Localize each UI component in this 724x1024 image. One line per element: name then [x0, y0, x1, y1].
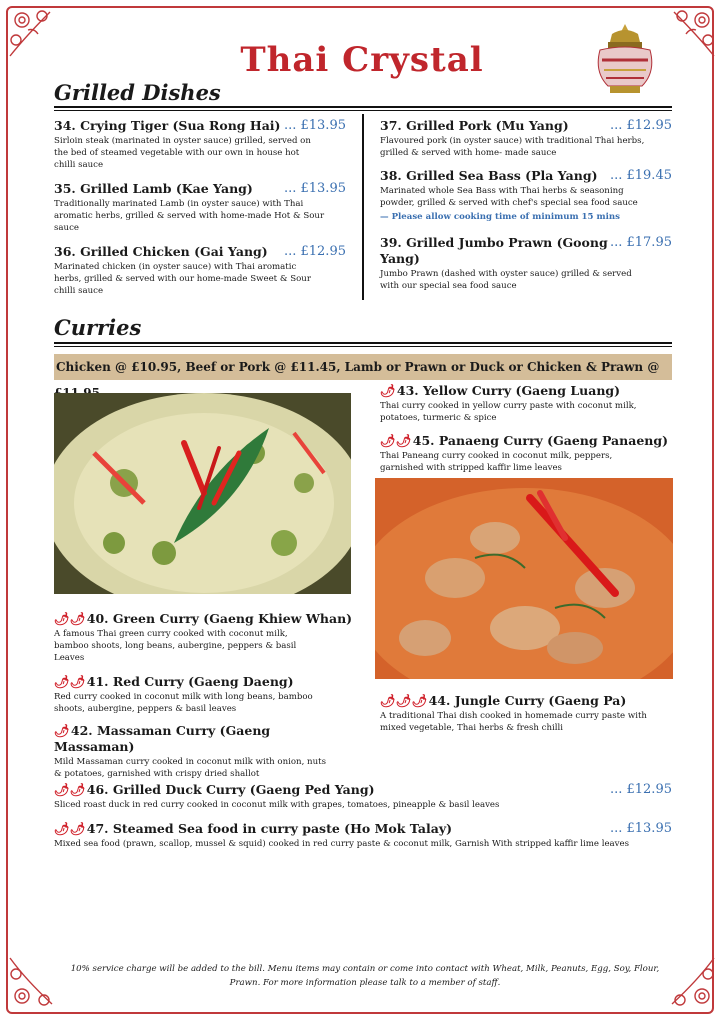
chili-icon: 🌶🌶 [54, 674, 86, 689]
item-name: 43. Yellow Curry (Gaeng Luang) [396, 383, 621, 398]
menu-item [54, 782, 672, 812]
item-description: Red curry cooked in coconut milk with long beans, bamboo shoots, aubergine, peppers & basil leaves [54, 692, 313, 714]
item-description: Mixed sea food (prawn, scallop, mussel & squid) cooked in red curry paste & coconut milk, Garnish With stripped kaffir lime leaves [54, 839, 630, 849]
menu-item [54, 118, 346, 171]
item-name: 42. Massaman Curry (Gaeng Massaman) [54, 723, 271, 754]
item-price: ... £13.95 [609, 821, 672, 836]
chili-icon: 🌶🌶 [54, 611, 86, 626]
item-description: Marinated whole Sea Bass with Thai herbs & seasoning powder, grilled & served with chef's special sea food sauce [380, 186, 638, 208]
item-description: Flavoured pork (in oyster sauce) with traditional Thai herbs, grilled & served with home- made sauce [380, 136, 645, 158]
item-name: 35. Grilled Lamb (Kae Yang) [54, 181, 253, 196]
floral-corner-bottom-left [6, 950, 76, 1010]
item-price: ... £13.95 [283, 181, 346, 196]
item-name: 39. Grilled Jumbo Prawn (Goong Yang) [380, 235, 608, 266]
item-price: ... £12.95 [609, 782, 672, 797]
grilled-heading: Grilled Dishes [54, 80, 221, 105]
thai-pot-illustration [590, 22, 660, 98]
green-curry-photo [54, 393, 351, 594]
chili-icon: 🌶🌶🌶 [380, 693, 428, 708]
item-price: ... £12.95 [283, 244, 346, 259]
menu-item [380, 433, 672, 475]
chili-icon: 🌶 [54, 723, 70, 738]
item-name: 45. Panaeng Curry (Gaeng Panaeng) [412, 433, 669, 448]
item-description: Traditionally marinated Lamb (in oyster sauce) with Thai aromatic herbs, grilled & served with home-made Hot & Sour sauce [54, 199, 325, 233]
chili-icon: 🌶🌶 [380, 433, 412, 448]
item-name: 37. Grilled Pork (Mu Yang) [380, 118, 569, 133]
menu-item [54, 821, 672, 851]
menu-item [380, 118, 672, 160]
menu-item [54, 244, 346, 297]
menu-item [54, 674, 354, 716]
item-price: ... £19.45 [609, 168, 672, 183]
curries-heading: Curries [54, 315, 142, 340]
item-name: 46. Grilled Duck Curry (Gaeng Ped Yang) [86, 782, 375, 797]
item-description: Marinated chicken (in oyster sauce) with Thai aromatic herbs, grilled & served with our home-made Sweet & Sour chilli sauce [54, 262, 311, 296]
item-description: A traditional Thai dish cooked in homemade curry paste with mixed vegetable, Thai herbs & fresh chilli [380, 711, 647, 733]
item-description: Sirloin steak (marinated in oyster sauce) grilled, served on the bed of steamed vegetable with our own in house hot chilli sauce [54, 136, 311, 170]
page-title: Thai Crystal [240, 40, 484, 80]
item-name: 36. Grilled Chicken (Gai Yang) [54, 244, 268, 259]
item-name: 41. Red Curry (Gaeng Daeng) [86, 674, 294, 689]
menu-item [54, 723, 354, 781]
menu-item [380, 235, 672, 293]
item-description: Jumbo Prawn (dashed with oyster sauce) grilled & served with our special sea food sauce [380, 269, 632, 291]
menu-item [380, 383, 672, 425]
allergen-footer: 10% service charge will be added to the bill. Menu items may contain or come into contact with Wheat, Milk, Peanuts, Egg, Soy, Flour, Prawn. For more information please talk to a member of staff. [70, 964, 660, 988]
item-name: 40. Green Curry (Gaeng Khiew Whan) [86, 611, 353, 626]
item-price: ... £13.95 [283, 118, 346, 133]
item-description: Sliced roast duck in red curry cooked in coconut milk with grapes, tomatoes, pineapple & basil leaves [54, 800, 500, 810]
curries-rule [54, 342, 672, 347]
item-name: 47. Steamed Sea food in curry paste (Ho Mok Talay) [86, 821, 453, 836]
cooking-time-note: — Please allow cooking time of minimum 15 mins [380, 211, 620, 222]
chili-icon: 🌶🌶 [54, 782, 86, 797]
item-description: A famous Thai green curry cooked with coconut milk, bamboo shoots, long beans, aubergine, peppers & basil Leaves [54, 629, 297, 663]
item-description: Mild Massaman curry cooked in coconut milk with onion, nuts & potatoes, garnished with crispy dried shallot [54, 757, 326, 779]
item-description: Thai curry cooked in yellow curry paste with coconut milk, potatoes, turmeric & spice [380, 401, 637, 423]
column-divider [362, 114, 364, 300]
panaeng-curry-photo [375, 478, 673, 679]
item-name: 44. Jungle Curry (Gaeng Pa) [428, 693, 627, 708]
item-price: ... £17.95 [609, 235, 672, 250]
menu-item [54, 611, 354, 664]
item-description: Thai Paneang curry cooked in coconut milk, peppers, garnished with stripped kaffir lime leaves [380, 451, 613, 473]
menu-item [380, 693, 672, 735]
grilled-rule [54, 106, 672, 111]
curry-price-banner [54, 354, 672, 380]
menu-item [54, 181, 346, 234]
item-name: 38. Grilled Sea Bass (Pla Yang) [380, 168, 598, 183]
item-name: 34. Crying Tiger (Sua Rong Hai) [54, 118, 281, 133]
chili-icon: 🌶🌶 [54, 821, 86, 836]
banner-text: Chicken @ £10.95, Beef or Pork @ £11.45, Lamb or Prawn or Duck or Chicken & Prawn @ [56, 360, 660, 374]
chili-icon: 🌶 [380, 383, 396, 398]
menu-item [380, 168, 672, 223]
item-price: ... £12.95 [609, 118, 672, 133]
